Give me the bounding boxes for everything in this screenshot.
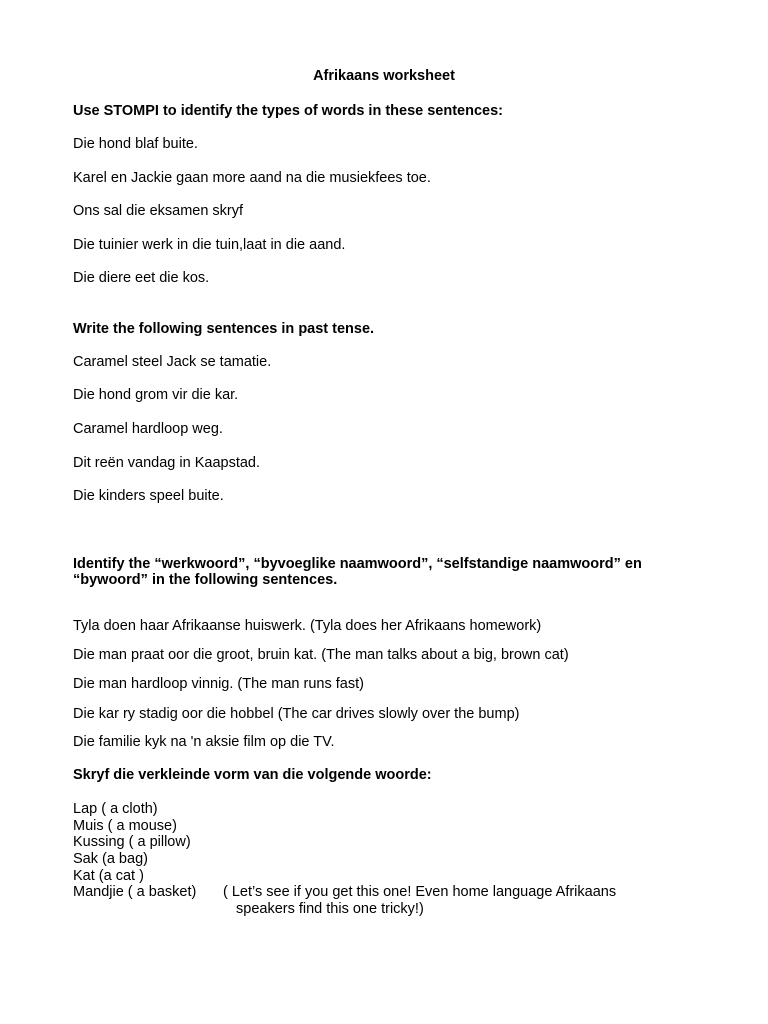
section1-heading: Use STOMPI to identify the types of words in these sentences: — [73, 103, 503, 119]
tricky-note-line-1: ( Let’s see if you get this one! Even home language Afrikaans — [223, 884, 617, 900]
diminutive-word-list — [73, 801, 196, 901]
section3-sentence-3: Die man hardloop vinnig. (The man runs fast) — [73, 676, 364, 692]
section3-heading-line-2: “bywoord” in the following sentences. — [73, 572, 338, 588]
section3-heading-line-1: Identify the “werkwoord”, “byvoeglike naamwoord”, “selfstandige naamwoord” en — [73, 556, 642, 572]
section4-heading: Skryf die verkleinde vorm van die volgende woorde: — [73, 767, 432, 783]
section2-sentence-2: Die hond grom vir die kar. — [73, 387, 239, 403]
section1-sentence-5: Die diere eet die kos. — [73, 270, 210, 286]
section3-sentence-5: Die familie kyk na 'n aksie film op die TV. — [73, 734, 335, 750]
word-item-4: Sak (a bag) — [73, 851, 148, 868]
section3-sentence-4: Die kar ry stadig oor die hobbel (The car drives slowly over the bump) — [73, 706, 520, 722]
section2-sentence-4: Dit reën vandag in Kaapstad. — [73, 455, 261, 471]
word-item-1: Lap ( a cloth) — [73, 801, 158, 817]
tricky-note-line-2: speakers find this one tricky!) — [236, 901, 424, 917]
section2-sentence-5: Die kinders speel buite. — [73, 488, 224, 504]
section1-sentence-3: Ons sal die eksamen skryf — [73, 203, 244, 219]
section2-sentence-1: Caramel steel Jack se tamatie. — [73, 354, 272, 370]
section2-heading: Write the following sentences in past tense. — [73, 321, 375, 337]
section1-sentence-4: Die tuinier werk in die tuin,laat in die aand. — [73, 237, 346, 253]
word-item-2: Muis ( a mouse) — [73, 817, 177, 834]
word-item-6: Mandjie ( a basket) — [73, 884, 197, 901]
section1-sentence-1: Die hond blaf buite. — [73, 136, 198, 152]
section3-sentence-1: Tyla doen haar Afrikaanse huiswerk. (Tyla does her Afrikaans homework) — [73, 618, 542, 634]
section2-sentence-3: Caramel hardloop weg. — [73, 421, 223, 437]
word-item-3: Kussing ( a pillow) — [73, 834, 191, 851]
section3-sentence-2: Die man praat oor die groot, bruin kat. (The man talks about a big, brown cat) — [73, 647, 569, 663]
word-item-5: Kat (a cat ) — [73, 867, 144, 884]
section1-sentence-2: Karel en Jackie gaan more aand na die musiekfees toe. — [73, 170, 431, 186]
worksheet-title: Afrikaans worksheet — [313, 68, 455, 84]
